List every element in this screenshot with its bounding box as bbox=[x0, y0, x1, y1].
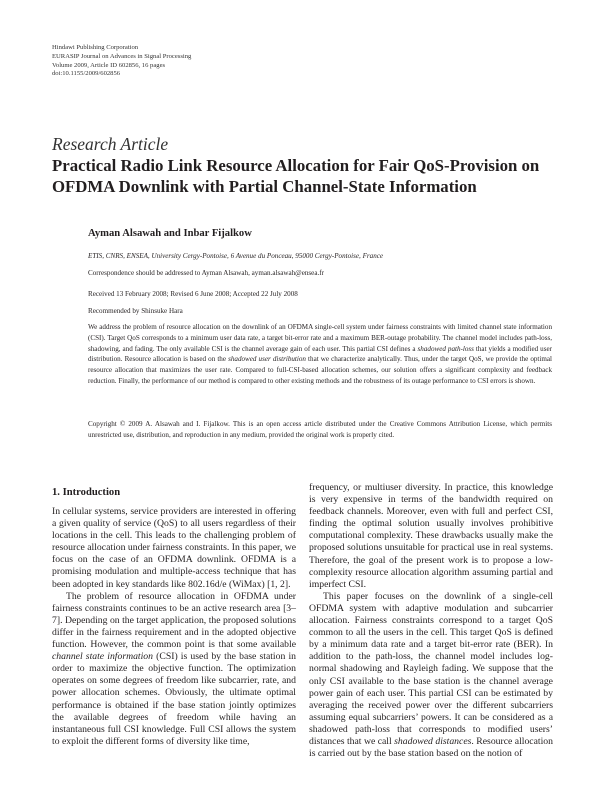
right-paragraph-1: frequency, or multiuser diversity. In practice, this knowledge is very expensive in terms of the bandwidth required on feedback channels. Moreover, even with full and perfect CSI, finding the optimal solution usually involves prohibitive computational complexity. These drawbacks usually make the proposed solutions unsuitable for practical use in real systems. Therefore, the goal of the present work is to propose a low-complexity resource allocation algorithm assuming partial and imperfect CSI. bbox=[309, 482, 553, 590]
left-column bbox=[52, 506, 296, 748]
intro-paragraph-2 bbox=[52, 591, 296, 748]
abstract-text-2: that yields a modified user distribution. Resource allocation is based on the bbox=[88, 344, 552, 364]
abstract-text-3: that we characterize analytically. Thus, under the target QoS, we provide the optimal resource allocation that maximizes the user rate. Compared to full-CSI-based allocation schemes, our solution offers a significant complexity and feedback reduction. Finally, the performance of our method is compared to other existing methods and the robustness of its outage performance to CSI errors is shown. bbox=[88, 355, 552, 385]
affiliation: ETIS, CNRS, ENSEA, University Cergy-Pontoise, 6 Avenue du Ponceau, 95000 Cergy-Pontoise, France bbox=[88, 252, 384, 260]
right-paragraph-2 bbox=[309, 591, 553, 760]
authors: Ayman Alsawah and Inbar Fijalkow bbox=[88, 228, 252, 239]
intro-paragraph-1: In cellular systems, service providers are interested in offering a given quality of service (QoS) to all users regardless of their locations in the cell. This leads to the challenging problem of resource allocation under fairness constraints. In this paper, we focus on the case of an OFDMA downlink. OFDMA is a promising modulation and multiple-access technique that has been adopted in key standards like 802.16d/e (WiMax) [1, 2]. bbox=[52, 506, 296, 590]
journal-header bbox=[52, 44, 191, 79]
doi: doi:10.1155/2009/602856 bbox=[52, 70, 121, 78]
paper-title: Practical Radio Link Resource Allocation for Fair QoS-Provision on OFDMA Downlink with Partial Channel-State Information bbox=[52, 156, 540, 196]
abstract-emphasis-1: shadowed path-loss bbox=[417, 344, 474, 353]
abstract bbox=[88, 322, 552, 387]
section-heading: 1. Introduction bbox=[52, 487, 121, 498]
right-paragraph-2-emphasis: shadowed distances bbox=[394, 735, 472, 747]
intro-paragraph-2-text-a: The problem of resource allocation in OFDMA under fairness constraints continues to be an active research area [3–7]. Depending on the target application, the proposed solutions differ in the fairness requirement and in the adopted objective function. However, the common point is that some available bbox=[52, 590, 296, 651]
correspondence: Correspondence should be addressed to Ayman Alsawah, ayman.alsawah@ensea.fr bbox=[88, 269, 324, 277]
recommended-by: Recommended by Shinsuke Hara bbox=[88, 307, 183, 315]
copyright-notice: Copyright © 2009 A. Alsawah and I. Fijalkow. This is an open access article distributed under the Creative Commons Attribution License, which permits unrestricted use, distribution, and reproduction in any medium, provided the original work is properly cited. bbox=[88, 420, 552, 439]
abstract-text-1: We address the problem of resource allocation on the downlink of an OFDMA single-cell system under fairness constraints with limited channel state information (CSI). Target QoS corresponds to a minimum user data rate, a target bit-error rate and a maximum BER-outage probability. The channel model includes path-loss, shadowing, and fading. The only available CSI is the channel average gain of each user. This partial CSI defines a bbox=[88, 323, 552, 353]
publisher: Hindawi Publishing Corporation bbox=[52, 44, 139, 51]
right-column bbox=[309, 482, 553, 760]
intro-paragraph-2-emphasis: channel state information bbox=[52, 651, 153, 663]
right-paragraph-2-text-b: . Resource allocation is carried out by the base station based on the notion of bbox=[309, 735, 553, 760]
intro-paragraph-2-text-b: (CSI) is used by the base station in order to maximize the objective function. The optimization operates on some degrees of freedom like subcarrier, rate, and power allocation schemes. Obviously, the ultimate optimal performance is obtained if the base station jointly optimizes the available degrees of freedom while having an instantaneous full CSI knowledge. Full CSI allows the system to exploit the different forms of diversity like time, bbox=[52, 651, 296, 747]
right-paragraph-2-text-a: This paper focuses on the downlink of a single-cell OFDMA system with adaptive modulation and subcarrier allocation. Fairness constraints correspond to a target QoS common to all the users in the cell. This target QoS is defined by a minimum data rate and a target bit-error rate (BER). In addition to the path-loss, the channel model includes log-normal shadowing and Rayleigh fading. We suppose that the only CSI available to the base station is the channel average power gain of each user. This partial CSI can be estimated by averaging the received power over the different subcarriers assuming equal subcarriers’ powers. It can be considered as a shadowed path-loss that corresponds to modified users’ distances that we call bbox=[309, 590, 553, 747]
abstract-emphasis-2: shadowed user distribution bbox=[228, 355, 306, 364]
journal-name: EURASIP Journal on Advances in Signal Processing bbox=[52, 52, 192, 60]
received-dates: Received 13 February 2008; Revised 6 June 2008; Accepted 22 July 2008 bbox=[88, 290, 298, 298]
article-type: Research Article bbox=[52, 134, 169, 154]
volume-info: Volume 2009, Article ID 602856, 16 pages bbox=[52, 61, 166, 69]
